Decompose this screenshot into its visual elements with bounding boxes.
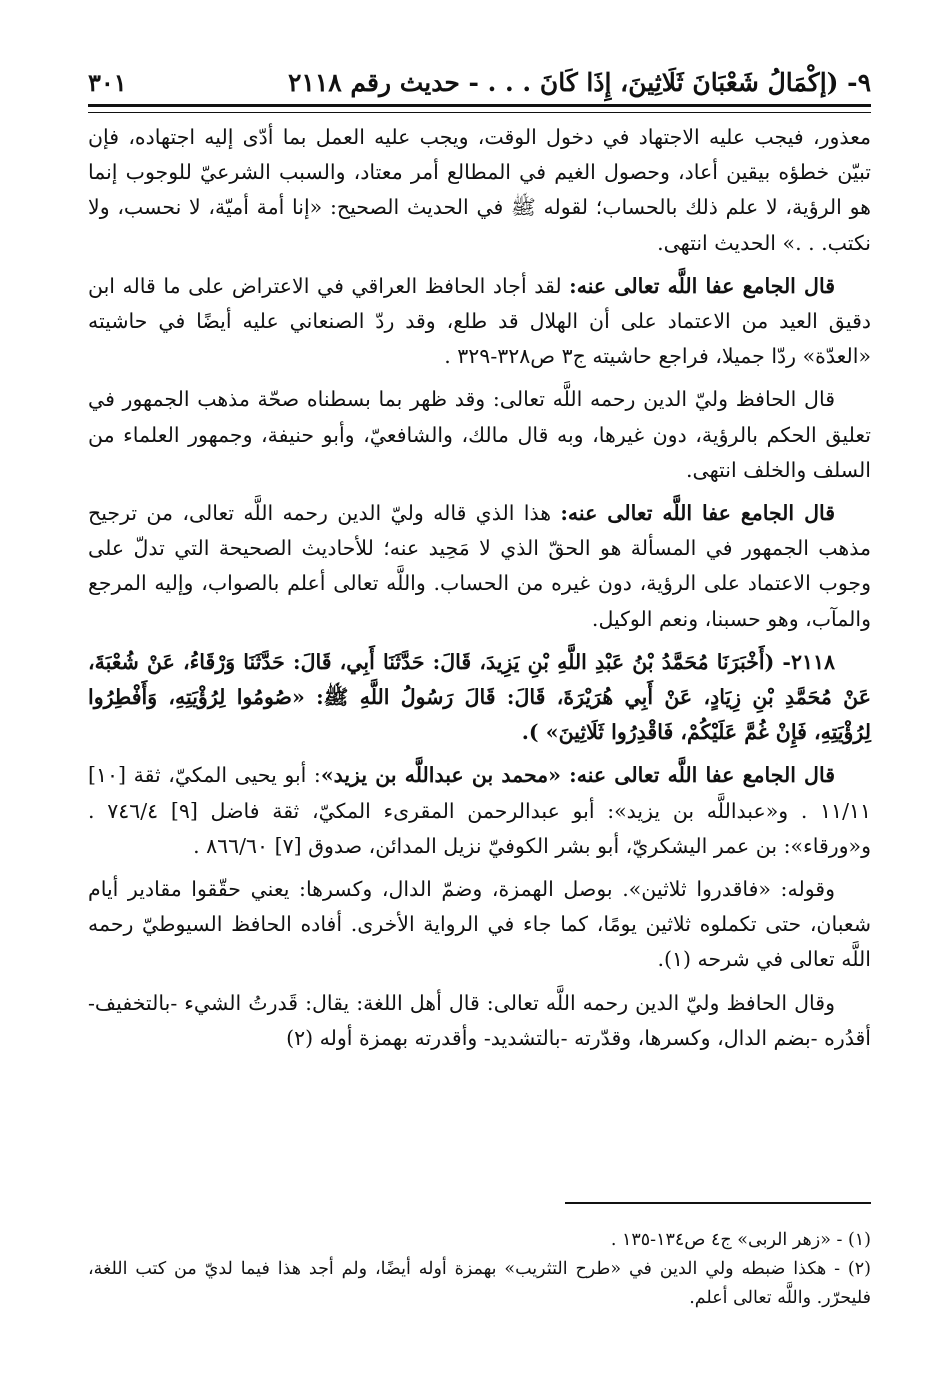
main-text <box>88 120 871 1064</box>
header-rule-thin <box>88 112 871 113</box>
paragraph-4-text: هذا الذي قاله وليّ الدين رحمه اللَّه تعالى، من ترجيح مذهب الجمهور في المسألة هو الحقّ الذي لا مَحِيد عنه؛ للأحاديث الصحيحة التي تدلّ على وجوب الاعتماد على الرؤية، دون غيره من الحساب. واللَّه تعالى أعلم بالصواب، وإليه المرجع والمآب، وهو حسبنا، ونعم الوكيل. <box>88 501 871 631</box>
paragraph-1: معذور، فيجب عليه الاجتهاد في دخول الوقت، ويجب عليه العمل بما أدّى إليه اجتهاده، فإن تبيّن خطؤه بيقين أعاد، وحصول الغيم في المطالع أمر معتاد، والسبب الشرعيّ للوجوب إنما هو الرؤية، لا علم ذلك بالحساب؛ لقوله ﷺ في الحديث الصحيح: «إنا أمة أميّة، لا نحسب، ولا نكتب. . .» الحديث انتهى. <box>88 125 871 255</box>
header-rule-thick <box>88 104 871 107</box>
footnote-2: (٢) - هكذا ضبطه ولي الدين في «طرح التثريب» بهمزة أوله أيضًا، ولم أجد هذا فيما لديّ من كتب اللغة، فليحرّر. واللَّه تعالى أعلم. <box>88 1259 871 1308</box>
chapter-title: ٩- (إكْمَالُ شَعْبَانَ ثَلَاثِينَ، إِذَا كَانَ . . . - حديث رقم ٢١١٨ <box>287 67 871 97</box>
page-number: ٣٠١ <box>88 67 127 97</box>
paragraph-3: قال الحافظ وليّ الدين رحمه اللَّه تعالى: وقد ظهر بما بسطناه صحّة مذهب الجمهور في تعليق الحكم بالرؤية، دون غيرها، وبه قال مالك، والشافعيّ، وأبو حنيفة، وجمهور العلماء من السلف والخلف انتهى. <box>88 387 871 482</box>
paragraph-2-text: لقد أجاد الحافظ العراقي في الاعتراض على ما قاله ابن دقيق العيد من الاعتماد على أن الهلال قد طلع، وقد ردّ الصنعاني عليه أيضًا في حاشيته «العدّة» ردّا جميلا، فراجع حاشيته ج٣ ص٣٢٨-٣٢٩ . <box>88 273 871 369</box>
paragraph-5-lead: قال الجامع عفا اللَّه تعالى عنه: «محمد بن عبداللَّه بن يزيد» <box>320 763 835 788</box>
paragraph-6: وقوله: «فاقدروا ثلاثين». بوصل الهمزة، وضمّ الدال، وكسرها: يعني حقّقوا مقادير أيام شعبان، حتى تكملوه ثلاثين يومًا، كما جاء في الرواية الأخرى. أفاده الحافظ السيوطيّ رحمه اللَّه تعالى في شرحه (١). <box>88 877 871 972</box>
hadith-text: ٢١١٨- (أَخْبَرَنَا مُحَمَّدُ بْنُ عَبْدِ اللَّهِ بْنِ يَزِيدَ، قَالَ: حَدَّثَنَا أَبِي، قَالَ: حَدَّثَنَا وَرْقَاءُ، عَنْ شُعْبَةَ، عَنْ مُحَمَّدِ بْنِ زِيَادٍ، عَنْ أَبِي هُرَيْرَةَ، قَالَ: قَالَ رَسُولُ اللَّهِ ﷺ: «صُومُوا لِرُؤْيَتِهِ، وَأَفْطِرُوا لِرُؤْيَتِهِ، فَإِنْ غُمَّ عَلَيْكُمْ، فَاقْدِرُوا ثَلَاثِينَ» ). <box>88 649 871 745</box>
running-header <box>88 62 871 102</box>
paragraph-7: وقال الحافظ وليّ الدين رحمه اللَّه تعالى: قال أهل اللغة: يقال: قَدرتُ الشيء -بالتخفيف- أقدُره -بضم الدال، وكسرها، وقدّرته -بالتشديد- وأقدرته بهمزة أوله (٢) <box>88 990 871 1050</box>
footnote-1: (١) - «زهر الربى» ج٤ ص١٣٤-١٣٥ . <box>610 1230 871 1250</box>
paragraph-5-text: : أبو يحيى المكيّ، ثقة [١٠] ١١/١١ . و«عبداللَّه بن يزيد»: أبو عبدالرحمن المقرىء المكيّ، ثقة فاضل [٩] ٧٤٦/٤ . و«ورقاء»: بن عمر اليشكريّ، أبو بشر الكوفيّ نزيل المدائن، صدوق [٧] ٨٦٦/٦٠ . <box>88 763 871 858</box>
paragraph-2 <box>88 269 871 375</box>
paragraph-4-lead: قال الجامع عفا اللَّه تعالى عنه: <box>560 501 836 526</box>
footnote-separator <box>565 1202 871 1204</box>
paragraph-5 <box>88 758 871 864</box>
paragraph-4 <box>88 496 871 637</box>
footnotes <box>88 1226 871 1313</box>
paragraph-2-lead: قال الجامع عفا اللَّه تعالى عنه: <box>569 273 835 298</box>
